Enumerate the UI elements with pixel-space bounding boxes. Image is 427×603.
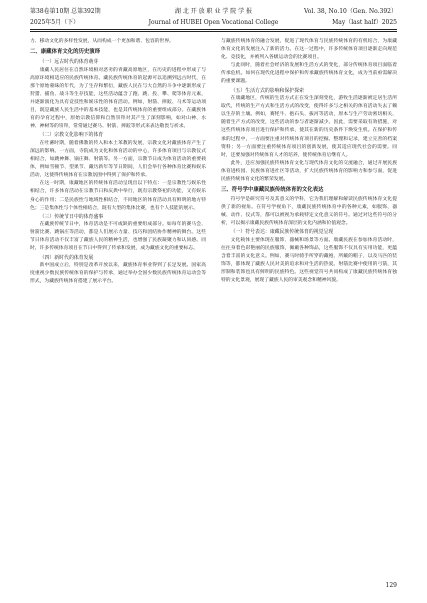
section-heading: 三、符号学中康藏民族传统体育的文化表达 (221, 186, 324, 193)
paragraph: 与此同时，随着社会经济的发展和生活方式的变化，部分传统体育项目面临着传承危机。如何在现代化进程中保护和传承藏族传统体育文化，成为当前亟需解决的重要课题。 (221, 63, 397, 85)
issue-date-cn: 2025年5月（下） (30, 19, 80, 26)
page-number: 129 (385, 582, 397, 589)
volume-issue-en: Vol. 38, No.10（Gen. No.392） (303, 8, 397, 15)
paragraph: 在吐蕃时期，随着佛教的传入和本土苯教的发展，宗教文化对藏族体育产生了深远的影响。一方面，寺院成为文化和体育活动的中心，许多体育项目与宗教仪式相结合，如跳神舞、锅庄舞、射箭等。另一方面，宗教节日成为体育活动的重要载体，例如雪顿节、望果节、藏历新年等节日期间，人们会举行各种体育比赛和娱乐活动，这使得传统体育在宗教氛围中得到了保护和传承。 (30, 140, 206, 179)
header-rule-thin (30, 31, 397, 32)
paragraph: 此外，还应加强民族传统体育文化与现代体育文化的交流融合，通过开展民族体育进校园、民族体育进社区等活动，扩大民族传统体育的影响力和参与面，促进民族传统体育文化的繁荣发展。 (221, 160, 397, 182)
subsection-heading: （二）宗教文化影响下的体育 (39, 132, 104, 139)
journal-title-cn: 湖 北 开 放 职 业 学 院 学 报 (174, 8, 253, 15)
header-row-chinese (30, 6, 397, 17)
subsection-heading: （一）符号表达：康藏民族传统体育的视觉呈现 (230, 229, 334, 236)
paragraph: 在康藏地区，传统的生活方式正在发生深刻变化，游牧生活逐渐被定居生活所取代，传统的生产方式和生活方式的改变，使得许多与之相关的体育活动失去了赖以生存的土壤。例如，赛牦牛、抱石头、拔河等活动，原本与生产劳动密切相关，随着生产方式的改变，这些活动的参与者逐渐减少。因此，需要采取有效措施，对这些传统体育项目进行保护和传承，使其在新的历史条件下焕发生机。在保护和传承的过程中，一方面要注重对传统体育项目的挖掘、整理和记录，建立完善的档案资料；另一方面要注重传统体育项目的创新发展，使其适应现代社会的需要。同时，还要加强对传统体育人才的培养，使传统体育后继有人。 (221, 96, 397, 158)
paragraph: 在这一时期，康藏地区的传统体育活动呈现出以下特点：一是宗教性与娱乐性相结合，许多体育活动在宗教节日和庆典中举行，既有宗教祭祀的功能，又有娱乐身心的作用；二是民族性与地域性相结合，不同地区的体育活动具有鲜明的地方特色；三是集体性与个体性相结合，既有大型的集体比赛，也有个人技能的展示。 (30, 181, 206, 211)
volume-issue-cn: 第38卷第10期 总第392期 (30, 8, 101, 15)
subsection-heading: （一）远古时代的体育萌芽 (39, 59, 99, 66)
paragraph: 与藏族传统体育的融合发展，促进了现代体育与民族传统体育的有机结合，为康藏体育文化的发展注入了新的活力。在这一过程中，许多传统体育项目逐渐走向规范化、竞技化，并被列入各级运动会的比赛项目。 (221, 39, 397, 61)
paragraph: 康藏人民居住在自然环境相对恶劣的青藏高原地区，在历史的进程中形成了与高原环境相适应的民族传统体育。藏民族传统体育的起源可以追溯到远古时代，在那个原始蒙昧的年代，为了生存和繁衍，藏族人民在与大自然的斗争中逐渐形成了狩猎、捕鱼、战斗等生存技能，这些活动蕴含了跑、跳、投、攀、爬等体育元素，并逐渐演化为具有竞技性和娱乐性的体育活动。例如，射箭、摔跤、马术等运动项目，既是藏族人民生活中的基本技能，也是其传统体育的重要组成部分。在藏族体育的孕育过程中，原始宗教信仰和自然崇拜对其产生了深刻影响，如对山神、水神、神树等的崇拜，常常通过赛马、射箭、摔跤等形式来表达敬畏与祈求。 (30, 67, 206, 130)
paragraph: 符号学是研究符号及其意义的学科，它为我们理解和解读民族传统体育文化提供了新的视角。在符号学视角下，康藏民族传统体育中的各种元素，如服饰、器械、动作、仪式等，都可以被视为承载特定文化意义的符号。通过对这些符号的分析，可以揭示康藏民族传统体育深层的文化内涵和价值观念。 (221, 197, 397, 227)
paragraph: 在藏族传统节日中，体育活动是不可或缺的重要组成部分。如每年的赛马会、射箭比赛、跳锅庄等活动，都是人们展示力量、技巧和团结协作精神的舞台。这些节日体育活动不仅丰富了藏族人民的精神生活，也增强了民族凝聚力和认同感。同时，许多传统体育项目在节日中得到了传承和发展，成为藏族文化的重要标志。 (30, 222, 206, 252)
subsection-heading: （三）传统节日中的体育盛事 (39, 213, 104, 220)
issue-date-en: May（last half）2025 (332, 19, 397, 26)
header-rule (30, 29, 397, 30)
paragraph: 力、移动文化的多样性发展，从而构成一个更加和谐、包容的世界。 (30, 39, 174, 44)
paragraph: 新中国成立后，特别是改革开放以来，藏族体育事业得到了长足发展。国家高度重视少数民族传统体育的保护与传承，通过举办全国少数民族传统体育运动会等形式，为藏族传统体育搭建了展示平台。 (30, 263, 206, 285)
right-column (221, 38, 397, 286)
header-row-english (30, 17, 397, 28)
journal-title-en: Journal of HUBEI Open Vocational College (148, 19, 279, 26)
left-column (30, 38, 206, 286)
subsection-heading: （五）生活方式的影响和保护探索 (230, 87, 304, 94)
subsection-heading: （四）新时代的体育发展 (39, 254, 94, 261)
section-heading: 二、康藏体育文化的历史演绎 (30, 48, 101, 55)
paragraph: 文化载体主要体现在服饰、器械和场景等方面。康藏民族在参加体育活动时，往往身着色彩艳丽的民族服饰，佩戴各种饰品，这些服饰不仅具有实用功能，更蕴含着丰富的文化意义。例如，赛马时骑手所穿的藏袍、所戴的帽子，以及马匹的装饰等，都体现了藏族人民对美的追求和对生活的热爱。射箭比赛中使用的弓箭，其形制和装饰也具有鲜明的民族特色。这些视觉符号共同构成了康藏民族传统体育独特的文化景观，展现了藏族人民的审美观念和精神风貌。 (221, 237, 397, 284)
